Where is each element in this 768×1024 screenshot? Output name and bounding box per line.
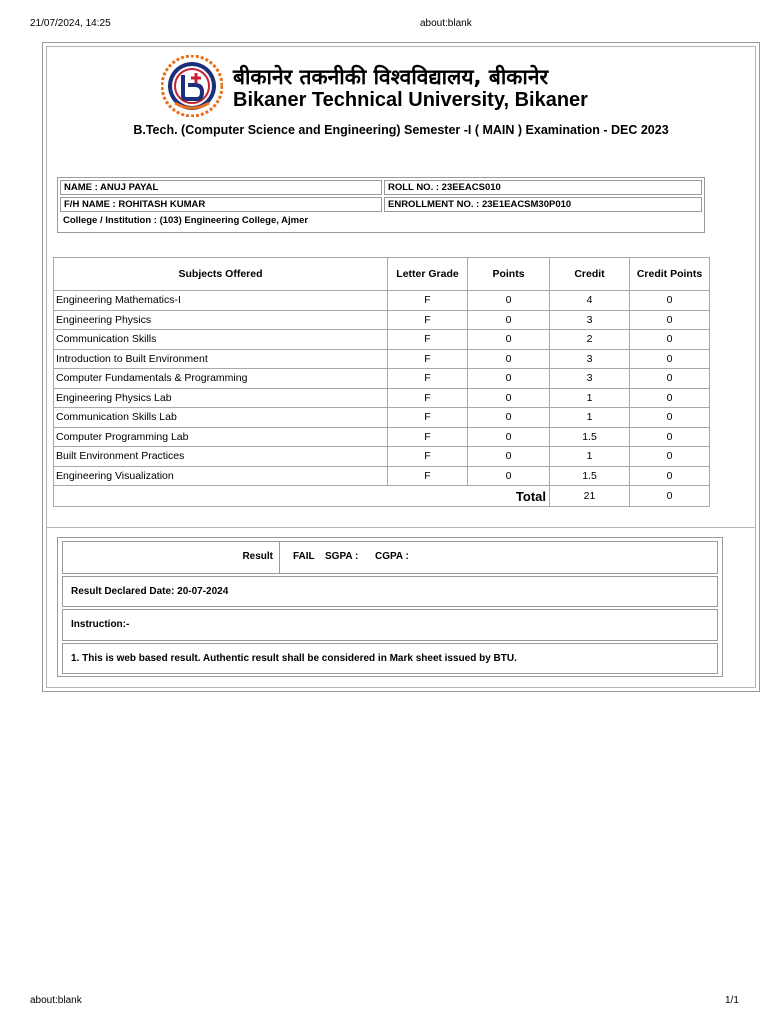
credit-points: 0 <box>630 310 710 330</box>
letter-grade: F <box>388 330 468 350</box>
header-subjects: Subjects Offered <box>54 258 388 291</box>
table-row <box>54 310 710 330</box>
letter-grade: F <box>388 369 468 389</box>
result-sheet-inner <box>46 46 756 688</box>
grade-points: 0 <box>468 330 550 350</box>
letter-grade: F <box>388 466 468 486</box>
roll-number: ROLL NO. : 23EEACS010 <box>384 180 702 195</box>
table-row <box>54 349 710 369</box>
letter-grade: F <box>388 408 468 428</box>
header-credit-points: Credit Points <box>630 258 710 291</box>
subject-name: Engineering Visualization <box>54 466 388 486</box>
grade-points: 0 <box>468 466 550 486</box>
sgpa-label: SGPA : <box>325 551 359 562</box>
result-section <box>57 537 723 677</box>
letter-grade: F <box>388 291 468 311</box>
instruction-row <box>62 609 718 641</box>
letter-grade: F <box>388 427 468 447</box>
grade-points: 0 <box>468 408 550 428</box>
subject-name: Engineering Physics <box>54 310 388 330</box>
cgpa-label: CGPA : <box>375 551 409 562</box>
credit: 3 <box>550 369 630 389</box>
table-row <box>54 291 710 311</box>
letter-grade: F <box>388 447 468 467</box>
instruction-label: Instruction:- <box>71 619 130 630</box>
result-divider <box>279 542 280 573</box>
college-name: College / Institution : (103) Engineering College, Ajmer <box>63 215 309 226</box>
print-page-title: about:blank <box>420 18 472 29</box>
enrollment-number: ENROLLMENT NO. : 23E1EACSM30P010 <box>384 197 702 212</box>
grade-points: 0 <box>468 291 550 311</box>
credit: 3 <box>550 310 630 330</box>
student-info <box>57 177 705 233</box>
credit: 1.5 <box>550 466 630 486</box>
credit: 1.5 <box>550 427 630 447</box>
subject-name: Computer Programming Lab <box>54 427 388 447</box>
credit-points: 0 <box>630 349 710 369</box>
total-credit: 21 <box>550 486 630 507</box>
student-info-row <box>60 197 702 212</box>
table-row <box>54 408 710 428</box>
credit: 4 <box>550 291 630 311</box>
header-credit: Credit <box>550 258 630 291</box>
section-divider <box>47 527 755 528</box>
instruction-text-row <box>62 643 718 674</box>
table-row <box>54 466 710 486</box>
subject-name: Introduction to Built Environment <box>54 349 388 369</box>
credit: 1 <box>550 447 630 467</box>
result-sheet <box>42 42 760 692</box>
result-declared-date: Result Declared Date: 20-07-2024 <box>71 586 229 597</box>
student-info-row <box>60 214 702 229</box>
credit-points: 0 <box>630 447 710 467</box>
result-label: Result <box>242 551 273 562</box>
total-credit-points: 0 <box>630 486 710 507</box>
print-page-number: 1/1 <box>725 995 739 1006</box>
table-row <box>54 447 710 467</box>
instruction-text: 1. This is web based result. Authentic result shall be considered in Mark sheet issued by BTU. <box>71 653 517 664</box>
grade-points: 0 <box>468 310 550 330</box>
subject-name: Communication Skills Lab <box>54 408 388 428</box>
credit-points: 0 <box>630 388 710 408</box>
credit: 1 <box>550 408 630 428</box>
credit-points: 0 <box>630 291 710 311</box>
result-row <box>62 541 718 574</box>
subject-name: Communication Skills <box>54 330 388 350</box>
table-row <box>54 427 710 447</box>
letter-grade: F <box>388 310 468 330</box>
result-status: FAIL <box>293 551 315 562</box>
print-datetime: 21/07/2024, 14:25 <box>30 18 111 29</box>
grade-points: 0 <box>468 427 550 447</box>
print-footer-url: about:blank <box>30 995 82 1006</box>
subject-name: Engineering Physics Lab <box>54 388 388 408</box>
subject-name: Built Environment Practices <box>54 447 388 467</box>
credit-points: 0 <box>630 369 710 389</box>
father-name: F/H NAME : ROHITASH KUMAR <box>60 197 382 212</box>
university-name-hindi: बीकानेर तकनीकी विश्वविद्यालय, बीकानेर <box>233 65 549 89</box>
credit: 3 <box>550 349 630 369</box>
grade-points: 0 <box>468 388 550 408</box>
student-info-row <box>60 180 702 195</box>
subject-name: Engineering Mathematics-I <box>54 291 388 311</box>
table-row <box>54 369 710 389</box>
university-name-english: Bikaner Technical University, Bikaner <box>233 89 588 111</box>
credit-points: 0 <box>630 427 710 447</box>
table-row <box>54 330 710 350</box>
credit-points: 0 <box>630 466 710 486</box>
credit-points: 0 <box>630 330 710 350</box>
declared-date-row <box>62 576 718 607</box>
credit-points: 0 <box>630 408 710 428</box>
grade-points: 0 <box>468 447 550 467</box>
credit: 1 <box>550 388 630 408</box>
header-letter-grade: Letter Grade <box>388 258 468 291</box>
header-points: Points <box>468 258 550 291</box>
marks-table <box>53 257 710 507</box>
letter-grade: F <box>388 388 468 408</box>
university-logo-icon <box>161 55 223 117</box>
student-name: NAME : ANUJ PAYAL <box>60 180 382 195</box>
marks-table-header <box>54 258 710 291</box>
credit: 2 <box>550 330 630 350</box>
total-row <box>54 486 710 507</box>
total-label: Total <box>54 486 550 507</box>
grade-points: 0 <box>468 369 550 389</box>
subject-name: Computer Fundamentals & Programming <box>54 369 388 389</box>
exam-title: B.Tech. (Computer Science and Engineering) Semester -I ( MAIN ) Examination - DEC 2023 <box>133 123 669 137</box>
table-row <box>54 388 710 408</box>
grade-points: 0 <box>468 349 550 369</box>
letter-grade: F <box>388 349 468 369</box>
